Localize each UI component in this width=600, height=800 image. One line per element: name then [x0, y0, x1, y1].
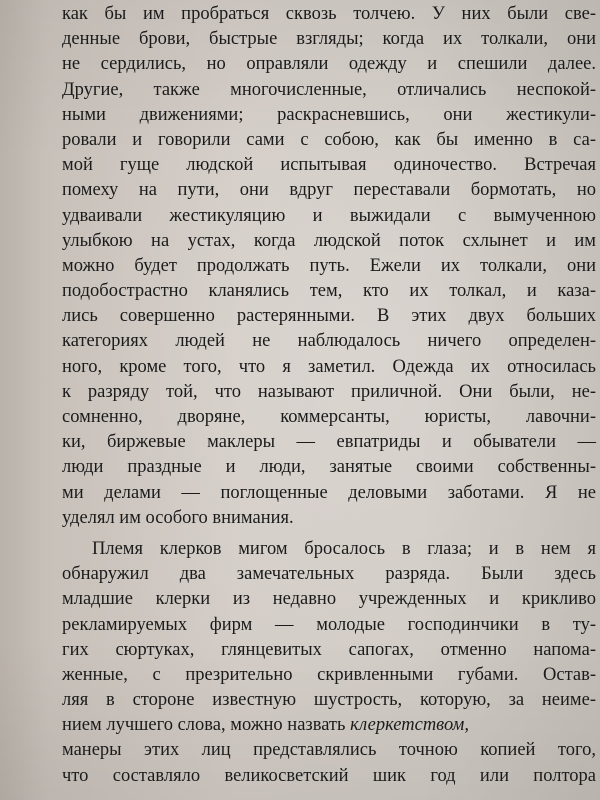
text-line: рекламируемых фирм — молодые господинчики в ту-	[62, 614, 596, 635]
body-text	[62, 2, 596, 789]
text-line: удваивали жестикуляцию и выжидали с вымученною	[62, 205, 596, 226]
text-line: улыбкою на устах, когда людской поток схлынет и им	[62, 230, 596, 251]
text-line: гих сюртуках, глянцевитых сапогах, отменно напома-	[62, 639, 596, 660]
paragraph-first-line: Племя клерков мигом бросалось в глаза; и в нем я	[92, 538, 596, 559]
paragraph-end-line: уделял им особого внимания.	[62, 507, 294, 528]
text-line: ными движениями; раскрасневшись, они жестикули-	[62, 104, 596, 125]
text-line: мой гуще людской испытывая одиночество. Встречая	[62, 155, 596, 176]
text-line: не сердились, но оправляли одежду и спешили далее.	[62, 54, 596, 75]
text-line: ровали и говорили сами с собою, как бы именно в са-	[62, 129, 596, 150]
text-line: ного, кроме того, что я заметил. Одежда их относилась	[62, 356, 596, 377]
italic-term: клеркетством,	[350, 715, 469, 736]
text-line: подобострастно кланялись тем, кто их толкал, и каза-	[62, 281, 596, 302]
text-line: манеры этих лиц представлялись точною копией того,	[62, 740, 596, 761]
text-line: женные, с презрительно скривленными губами. Остав-	[62, 664, 596, 685]
text-line: сомненно, дворяне, коммерсанты, юристы, лавочни-	[62, 407, 596, 427]
text-line: ми делами — поглощенные деловыми заботами. Я не	[62, 482, 596, 503]
text-line: обнаружил два замечательных разряда. Были здесь	[62, 564, 596, 585]
text-line: Другие, также многочисленные, отличались неспокой-	[62, 79, 596, 100]
text-line: лись совершенно растерянными. В этих двух больших	[62, 306, 596, 327]
text-line: денные брови, быстрые взгляды; когда их толкали, они	[62, 29, 596, 50]
text-line	[62, 713, 596, 738]
text-line: младшие клерки из недавно учрежденных и крикливо	[62, 589, 596, 610]
text-line: можно будет продолжать путь. Ежели их толкали, они	[62, 255, 596, 276]
text-fragment: нием лучшего слова, можно назвать	[62, 715, 351, 736]
text-line: категориях людей не наблюдалось ничего определен-	[62, 331, 596, 352]
text-line: люди праздные и люди, занятые своими собственны-	[62, 457, 596, 478]
text-line: помеху на пути, они вдруг переставали бормотать, но	[62, 180, 596, 201]
text-line: ки, биржевые маклеры — евпатриды и обыватели —	[62, 432, 596, 453]
text-line: что составляло великосветский шик год или полтора	[62, 765, 596, 786]
text-line: к разряду той, что называют приличной. Они были, не-	[62, 381, 596, 402]
text-line: как бы им пробраться сквозь толчею. У них были све-	[62, 4, 596, 24]
text-line: ляя в стороне известную шустрость, которую, за неиме-	[62, 690, 596, 711]
